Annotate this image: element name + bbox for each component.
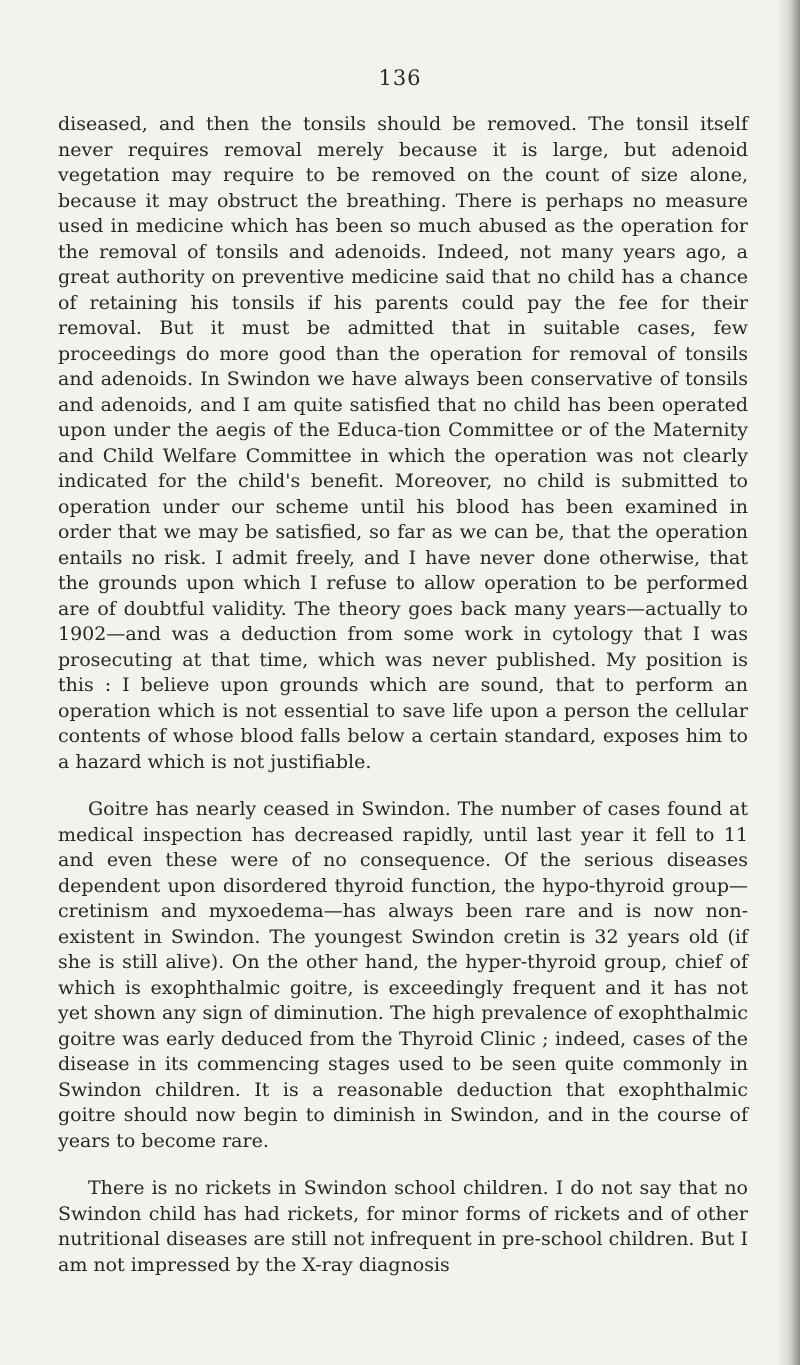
paragraph-rickets: There is no rickets in Swindon school children. I do not say that no Swindon child has had rickets, for minor forms of rickets and of other nutritional diseases are still not infrequent in pre-school children. But I am not impressed by the X-ray diagnosis	[58, 1177, 748, 1276]
paragraph-tonsils: diseased, and then the tonsils should be removed. The tonsil itself never requires removal merely because it is large, but adenoid vegetation may require to be removed on the count of size alone, because it may obstruct the breathing. There is perhaps no measure used in medicine which has been so much abused as the operation for the removal of tonsils and adenoids. Indeed, not many years ago, a great authority on preventive medicine said that no child has a chance of retaining his tonsils if his parents could pay the fee for their removal. But it must be admitted that in suitable cases, few proceedings do more good than the operation for removal of tonsils and adenoids. In Swindon we have always been conservative of tonsils and adenoids, and I am quite satisfied that no child has been operated upon under the aegis of the Educa-tion Committee or of the Maternity and Child Welfare Committee in which the operation was not clearly indicated for the child's benefit. Moreover, no child is submitted to operation under our scheme until his blood has been examined in order that we may be satisfied, so far as we can be, that the operation entails no risk. I admit freely, and I have never done otherwise, that the grounds upon which I refuse to allow operation to be performed are of doubtful validity. The theory goes back many years—actually to 1902—and was a deduction from some work in cytology that I was prosecuting at that time, which was never published. My position is this : I believe upon grounds which are sound, that to perform an operation which is not essential to save life upon a person the cellular contents of whose blood falls below a certain standard, exposes him to a hazard which is not justifiable.	[58, 113, 748, 773]
page-number: 136	[378, 66, 422, 90]
paragraph-goitre: Goitre has nearly ceased in Swindon. The number of cases found at medical inspection has decreased rapidly, until last year it fell to 11 and even these were of no consequence. Of the serious diseases dependent upon disordered thyroid function, the hypo-thyroid group—cretinism and myxoedema—has always been rare and is now non-existent in Swindon. The youngest Swindon cretin is 32 years old (if she is still alive). On the other hand, the hyper-thyroid group, chief of which is exophthalmic goitre, is exceedingly frequent and it has not yet shown any sign of diminution. The high prevalence of exophthalmic goitre was early deduced from the Thyroid Clinic ; indeed, cases of the disease in its commencing stages used to be seen quite commonly in Swindon children. It is a reasonable deduction that exophthalmic goitre should now begin to diminish in Swindon, and in the course of years to become rare.	[58, 798, 748, 1152]
body-text	[58, 112, 748, 1278]
page-edge-shadow	[778, 0, 800, 1365]
